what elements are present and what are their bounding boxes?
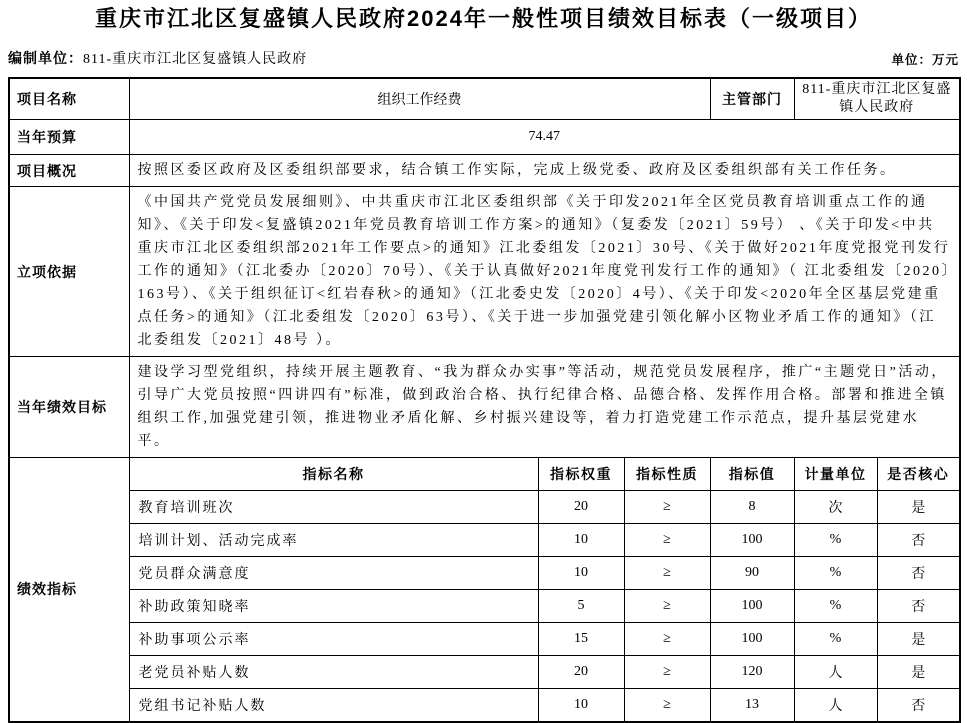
dept-label: 主管部门 [710, 78, 794, 120]
project-name-value: 组织工作经费 [129, 78, 710, 120]
indicator-core: 否 [877, 524, 960, 557]
indicator-value: 90 [710, 557, 794, 590]
indicator-row [9, 557, 960, 590]
indicator-core: 是 [877, 656, 960, 689]
header-unit: 计量单位 [794, 458, 877, 491]
indicator-name: 老党员补贴人数 [129, 656, 538, 689]
indicator-weight: 15 [538, 623, 624, 656]
indicator-nature: ≥ [624, 524, 710, 557]
indicator-row [9, 656, 960, 689]
goal-value: 建设学习型党组织，持续开展主题教育、“我为群众办实事”等活动，规范党员发展程序，推广“主题党日”活动，引导广大党员按照“四讲四有”标准，做到政治合格、执行纪律合格、品德合格、发挥作用合格。部署和推进全镇组织工作,加强党建引领，推进物业矛盾化解、乡村振兴建设等，着力打造党建工作示范点，提升基层党建水平。 [129, 357, 960, 458]
indicator-weight: 10 [538, 524, 624, 557]
row-basis [9, 187, 960, 357]
indicator-row [9, 524, 960, 557]
indicator-value: 100 [710, 623, 794, 656]
indicator-value: 100 [710, 524, 794, 557]
indicator-row [9, 689, 960, 722]
indicator-name: 党组书记补贴人数 [129, 689, 538, 722]
indicator-nature: ≥ [624, 590, 710, 623]
indicator-weight: 10 [538, 557, 624, 590]
unit-note: 单位：万元 [891, 53, 959, 67]
indicator-unit: % [794, 557, 877, 590]
header-weight: 指标权重 [538, 458, 624, 491]
indicator-name: 党员群众满意度 [129, 557, 538, 590]
row-budget [9, 120, 960, 155]
indicator-unit: % [794, 623, 877, 656]
indicator-nature: ≥ [624, 656, 710, 689]
indicator-value: 13 [710, 689, 794, 722]
row-overview [9, 155, 960, 187]
header-nature: 指标性质 [624, 458, 710, 491]
basis-label: 立项依据 [9, 187, 129, 357]
overview-value: 按照区委区政府及区委组织部要求，结合镇工作实际，完成上级党委、政府及区委组织部有关工作任务。 [129, 155, 960, 187]
indicator-value: 120 [710, 656, 794, 689]
indicator-nature: ≥ [624, 557, 710, 590]
basis-value: 《中国共产党党员发展细则》、中共重庆市江北区委组织部《关于印发2021年全区党员教育培训重点工作的通知》、《关于印发<复盛镇2021年党员教育培训工作方案>的通知》（复委发〔2021〕59号） 、《关于印发<中共重庆市江北区委组织部2021年工作要点>的通知》江北委组发〔2021〕30号、《关于做好2021年度党报党刊发行工作的通知》（江北委办〔2020〕70号）、《关于认真做好2021年度党刊发行工作的通知》（ 江北委组发〔2020〕163号）、《关于组织征订<红岩春秋>的通知》（江北委史发〔2020〕4号）、《关于印发<2020年全区基层党建重点任务>的通知》（江北委组发〔2020〕63号）、《关于进一步加强党建引领化解小区物业矛盾工作的通知》（江北委组发〔2021〕48号 ）。 [129, 187, 960, 357]
row-goal [9, 357, 960, 458]
indicator-row [9, 491, 960, 524]
indicator-unit: % [794, 524, 877, 557]
indicator-name: 补助事项公示率 [129, 623, 538, 656]
meta-row [0, 48, 967, 68]
dept-value: 811-重庆市江北区复盛镇人民政府 [794, 78, 960, 120]
indicator-name: 培训计划、活动完成率 [129, 524, 538, 557]
indicator-core: 否 [877, 689, 960, 722]
indicator-weight: 10 [538, 689, 624, 722]
indicator-unit: 次 [794, 491, 877, 524]
budget-label: 当年预算 [9, 120, 129, 155]
prep-unit-value: 811-重庆市江北区复盛镇人民政府 [83, 52, 308, 67]
indicator-core: 否 [877, 557, 960, 590]
indicator-row [9, 623, 960, 656]
indicator-core: 否 [877, 590, 960, 623]
indicator-unit: 人 [794, 689, 877, 722]
indicator-value: 8 [710, 491, 794, 524]
indicator-nature: ≥ [624, 689, 710, 722]
indicator-nature: ≥ [624, 623, 710, 656]
page-title: 重庆市江北区复盛镇人民政府2024年一般性项目绩效目标表（一级项目） [95, 6, 872, 31]
indicator-name: 教育培训班次 [129, 491, 538, 524]
indicator-unit: 人 [794, 656, 877, 689]
indicator-nature: ≥ [624, 491, 710, 524]
budget-value: 74.47 [129, 120, 960, 155]
indicator-unit: % [794, 590, 877, 623]
prep-unit-label: 编制单位： [8, 52, 83, 67]
indicator-weight: 5 [538, 590, 624, 623]
header-indicator-name: 指标名称 [129, 458, 538, 491]
indicator-row [9, 590, 960, 623]
goal-label: 当年绩效目标 [9, 357, 129, 458]
header-value: 指标值 [710, 458, 794, 491]
indicators-label: 绩效指标 [9, 458, 129, 722]
indicator-name: 补助政策知晓率 [129, 590, 538, 623]
indicator-weight: 20 [538, 491, 624, 524]
overview-label: 项目概况 [9, 155, 129, 187]
indicator-weight: 20 [538, 656, 624, 689]
row-project-name [9, 78, 960, 120]
indicator-core: 是 [877, 623, 960, 656]
header-core: 是否核心 [877, 458, 960, 491]
prep-unit [8, 48, 307, 68]
performance-target-table [8, 77, 961, 723]
indicator-value: 100 [710, 590, 794, 623]
project-name-label: 项目名称 [9, 78, 129, 120]
indicators-header-row [9, 458, 960, 491]
indicator-core: 是 [877, 491, 960, 524]
